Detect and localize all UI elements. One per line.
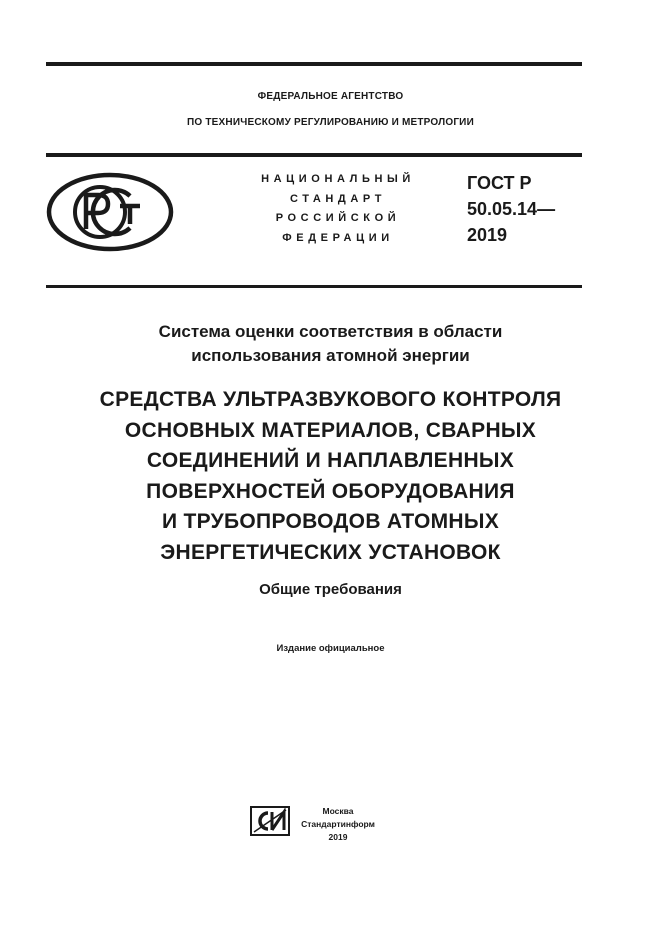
edition-note: Издание официальное bbox=[276, 643, 385, 654]
standard-label-line: НАЦИОНАЛЬНЫЙ bbox=[261, 173, 415, 185]
standard-code-line: 2019 bbox=[467, 225, 508, 245]
title-line: ПОВЕРХНОСТЕЙ ОБОРУДОВАНИЯ bbox=[146, 479, 515, 503]
title-line: СРЕДСТВА УЛЬТРАЗВУКОВОГО КОНТРОЛЯ bbox=[99, 388, 562, 411]
publisher-city: Москва bbox=[322, 806, 354, 816]
series-title bbox=[0, 320, 661, 368]
title-line: ЭНЕРГЕТИЧЕСКИХ УСТАНОВОК bbox=[160, 540, 501, 564]
standard-label-line: РОССИЙСКОЙ bbox=[275, 212, 401, 224]
standard-rule bbox=[46, 285, 582, 288]
rst-conformity-mark-icon bbox=[46, 172, 174, 252]
series-title-line: использования атомной энергии bbox=[191, 346, 470, 365]
publisher-year: 2019 bbox=[328, 832, 348, 842]
publisher-name: Стандартинформ bbox=[301, 819, 375, 829]
title-line: СОЕДИНЕНИЙ И НАПЛАВЛЕННЫХ bbox=[146, 449, 515, 473]
standard-type-label bbox=[248, 170, 428, 248]
standard-code-line: 50.05.14— bbox=[467, 199, 556, 219]
document-title bbox=[0, 385, 661, 569]
standartinform-logo-icon bbox=[250, 806, 290, 836]
header-rule bbox=[46, 153, 582, 157]
agency-name-line2: ПО ТЕХНИЧЕСКОМУ РЕГУЛИРОВАНИЮ И МЕТРОЛОГИИ bbox=[187, 117, 474, 128]
title-line: ОСНОВНЫХ МАТЕРИАЛОВ, СВАРНЫХ bbox=[124, 418, 537, 442]
top-rule bbox=[46, 62, 582, 66]
title-line: И ТРУБОПРОВОДОВ АТОМНЫХ bbox=[161, 510, 499, 534]
standard-label-line: СТАНДАРТ bbox=[289, 192, 387, 205]
agency-name-line1: ФЕДЕРАЛЬНОЕ АГЕНТСТВО bbox=[257, 91, 404, 102]
standard-code-line: ГОСТ Р bbox=[467, 173, 532, 193]
standard-code bbox=[467, 170, 597, 248]
document-subtitle: Общие требования bbox=[259, 581, 402, 598]
series-title-line: Система оценки соответствия в области bbox=[158, 322, 503, 341]
standard-label-line: ФЕДЕРАЦИИ bbox=[282, 231, 394, 244]
publisher-imprint bbox=[298, 805, 378, 844]
